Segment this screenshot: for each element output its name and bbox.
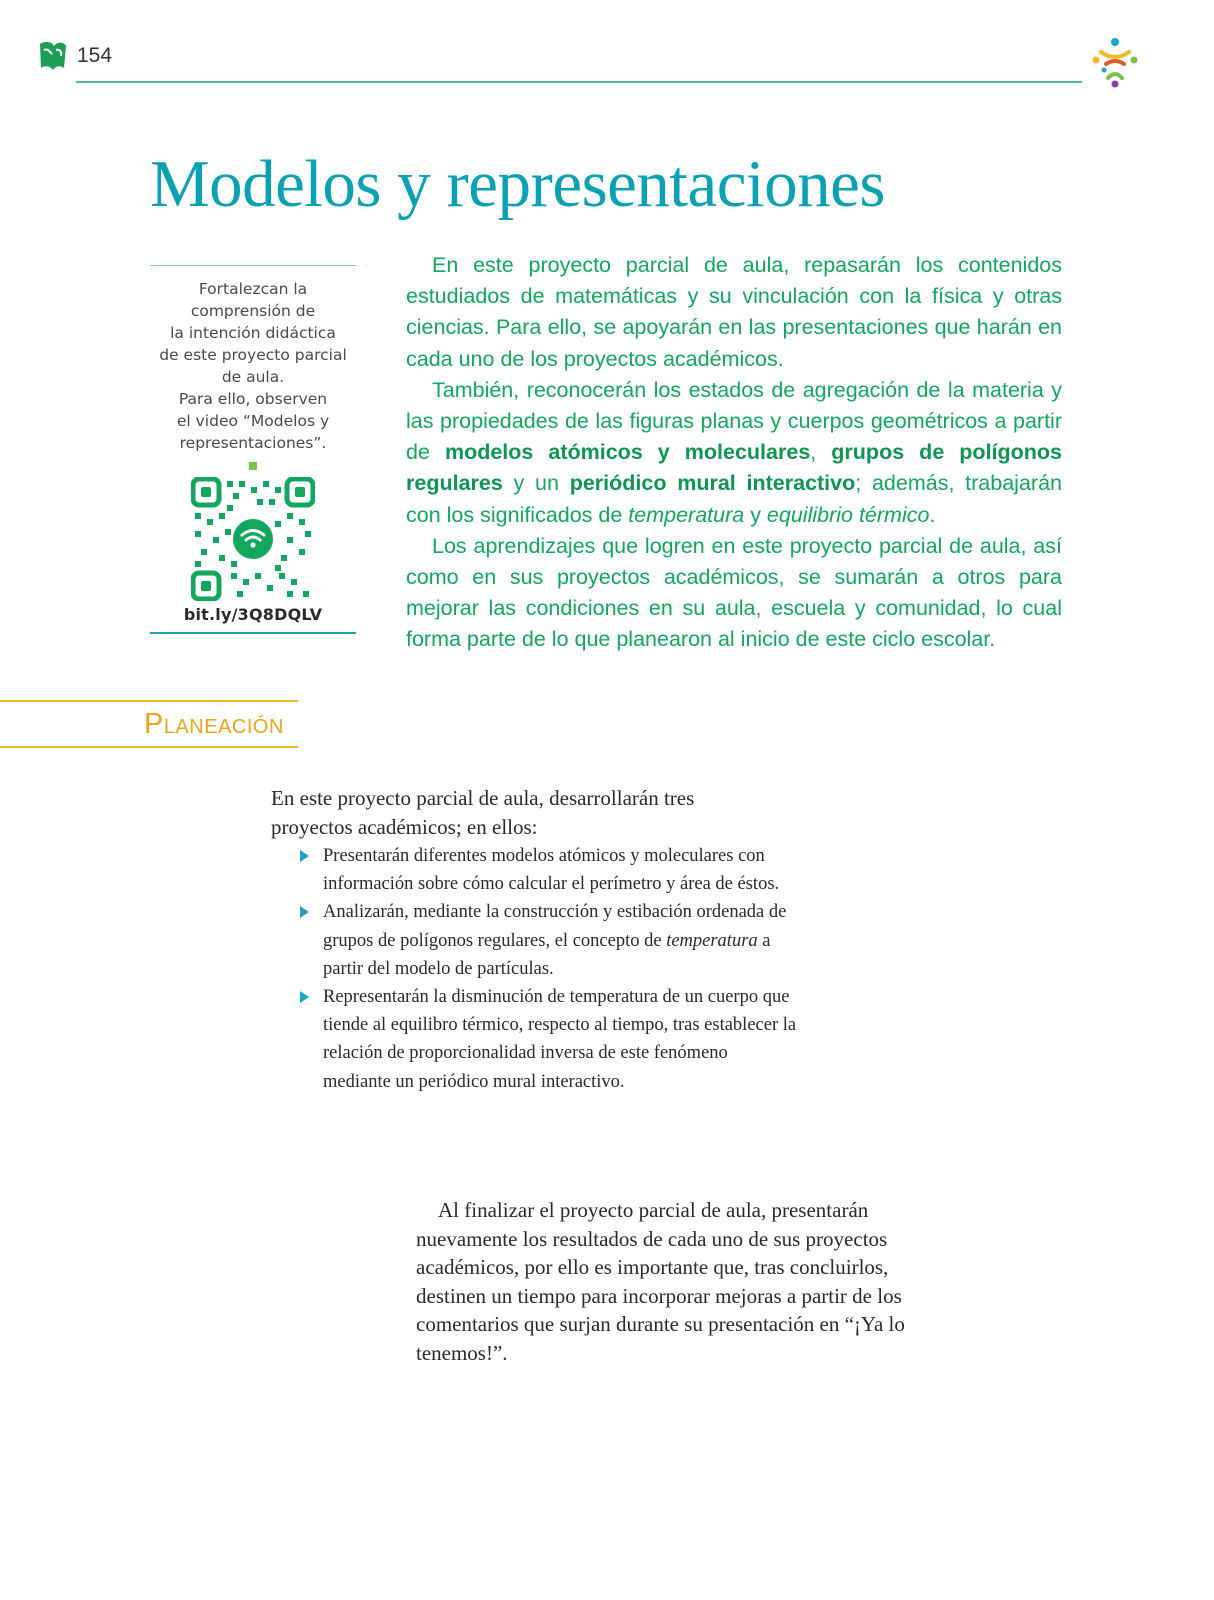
sidebar-bottom-rule bbox=[150, 632, 356, 634]
intro-p2-g: . bbox=[929, 502, 936, 527]
intro-p2-a: También, reconocerán los estados de agregación de la materia y las propiedades de las figuras planas y cuerpos geométricos a partir de bbox=[406, 377, 1062, 465]
colorful-figures-emblem-icon bbox=[1088, 34, 1142, 88]
intro-p2-italic-1: temperatura bbox=[628, 502, 745, 527]
list-item bbox=[300, 842, 800, 898]
closing-paragraph: Al finalizar el proyecto parcial de aula, presentarán nuevamente los resultados de cada uno de sus proyectos académicos, por ello es importante que, tras concluirlos, destinen un tiempo para incorporar mejoras a partir de los comentarios que surjan durante su presentación en “¡Ya lo tenemos!”. bbox=[416, 1198, 905, 1365]
list-item-text: a partir del modelo de partículas. bbox=[323, 930, 771, 979]
qr-link[interactable]: bit.ly/3Q8DQLV bbox=[183, 605, 323, 624]
section-rule-top bbox=[0, 700, 298, 702]
sidebar-note bbox=[150, 265, 356, 634]
bullet-triangle-icon bbox=[300, 991, 309, 1003]
intro-p2-italic-2: equilibrio térmico bbox=[766, 502, 930, 527]
qr-code-icon bbox=[191, 477, 315, 601]
sidebar-top-rule bbox=[150, 265, 356, 266]
intro-paragraph-1: En este proyecto parcial de aula, repasarán los contenidos estudiados de matemáticas y su vinculación con la física y otras ciencias. Para ello, se apoyarán en las presentaciones que harán en cada uno de los proyectos académicos. bbox=[406, 253, 1062, 371]
page-title: Modelos y representaciones bbox=[150, 147, 885, 221]
bullet-triangle-icon bbox=[300, 906, 309, 918]
intro-p2-bold-2: grupos de polígonos regulares bbox=[406, 440, 1063, 496]
intro-paragraph-2 bbox=[406, 375, 1062, 531]
section-rule-bottom bbox=[0, 746, 298, 748]
intro-p2-e: ; además, trabajarán con los significados de bbox=[406, 471, 1062, 527]
list-item-text: Presentarán diferentes modelos atómicos y moleculares con información sobre cómo calcular el perímetro y área de éstos. bbox=[323, 846, 780, 895]
sidebar-dot bbox=[249, 462, 257, 470]
page-number: 154 bbox=[77, 44, 113, 67]
list-item bbox=[300, 898, 800, 983]
bullet-triangle-icon bbox=[300, 850, 309, 862]
list-item-italic: temperatura bbox=[666, 930, 758, 951]
section-heading-planning: Planeación bbox=[144, 708, 284, 740]
intro-text bbox=[406, 250, 1062, 656]
intro-p2-bold-1: modelos atómicos y moleculares bbox=[444, 440, 811, 465]
intro-p2-d: y un bbox=[502, 471, 570, 496]
planning-intro: En este proyecto parcial de aula, desarrollarán tres proyectos académicos; en ellos: bbox=[271, 786, 695, 839]
list-item bbox=[300, 983, 800, 1096]
planning-list bbox=[300, 842, 800, 1096]
sidebar-text: Fortalezcan la comprensión de la intención didáctica de este proyecto parcial de aula. Para ello, observen el video “Modelos y representaciones”. bbox=[159, 280, 347, 452]
header-rule bbox=[76, 81, 1082, 83]
intro-p2-c: , bbox=[810, 440, 832, 465]
intro-p2-f: y bbox=[744, 502, 767, 527]
list-item-text: Analizarán, mediante la construcción y estibación ordenada de grupos de polígonos regulares, el concepto de bbox=[323, 902, 787, 951]
list-item-text: Representarán la disminución de temperatura de un cuerpo que tiende al equilibro térmico, respecto al tiempo, tras establecer la relación de proporcionalidad inversa de este fenómeno mediante un periódico mural interactivo. bbox=[323, 987, 797, 1092]
intro-paragraph-3: Los aprendizajes que logren en este proyecto parcial de aula, así como en sus proyectos académicos, se sumarán a otros para mejorar las condiciones en su aula, escuela y comunidad, lo cual forma parte de lo que planearon al inicio de este ciclo escolar. bbox=[406, 533, 1062, 652]
green-book-logo-icon bbox=[36, 38, 68, 74]
intro-p2-bold-3: periódico mural interactivo bbox=[569, 471, 856, 496]
qr-code[interactable] bbox=[191, 477, 315, 601]
